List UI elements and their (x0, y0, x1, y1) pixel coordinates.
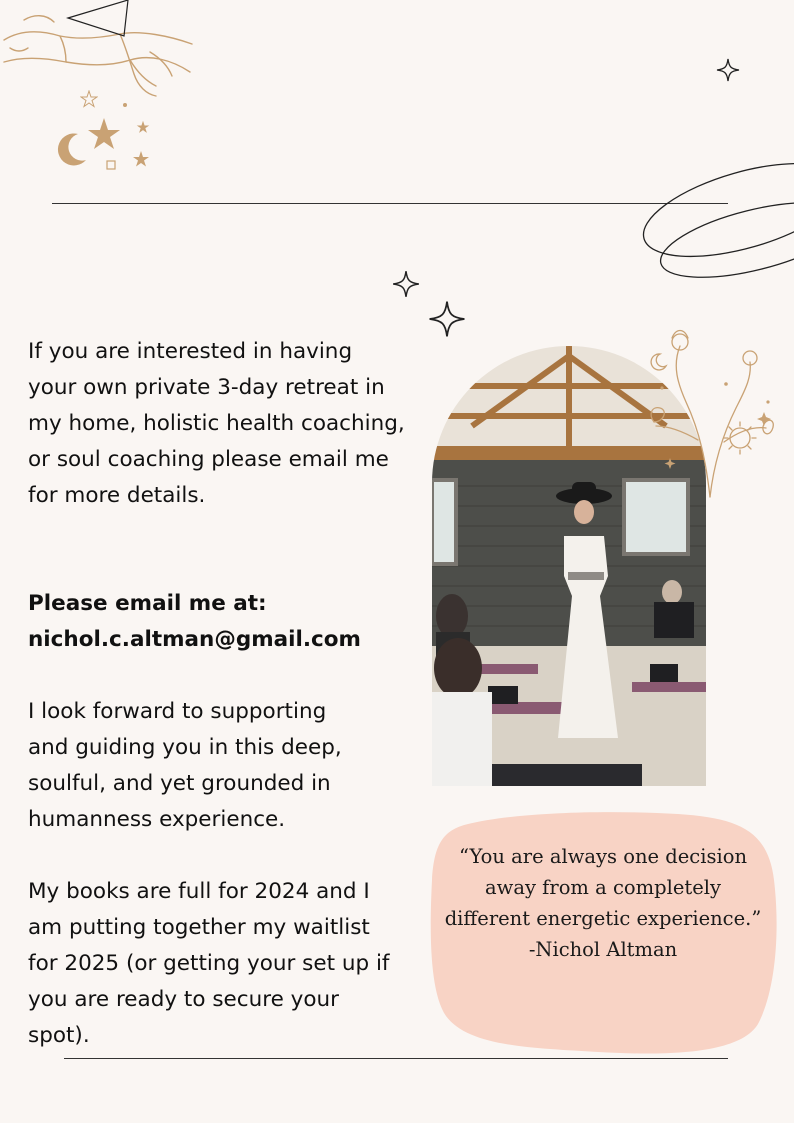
sparkle-icon (428, 300, 466, 338)
intro-paragraph: If you are interested in having your own private 3-day retreat in my home, holistic health coaching, or soul coaching please email me for more details. (28, 339, 405, 508)
quote-text: “You are always one decision away from a completely different energetic experience.” (444, 845, 762, 930)
small-star-icon (136, 120, 150, 134)
books-paragraph: My books are full for 2024 and I am putting together my waitlist for 2025 (or getting your set up if you are ready to secure your spot). (28, 879, 390, 1048)
star-icon (86, 116, 122, 152)
email-link[interactable]: nichol.c.altman@gmail.com (28, 627, 361, 652)
small-star-icon (132, 150, 150, 168)
email-label: Please email me at: (28, 591, 267, 616)
sparkle-icon (716, 58, 740, 82)
dot-icon (104, 158, 118, 172)
bottom-divider (64, 1058, 728, 1059)
support-paragraph: I look forward to supporting and guiding you in this deep, soulful, and yet grounded in humanness experience. (28, 699, 342, 832)
quote-author: -Nichol Altman (528, 938, 678, 961)
sparkle-icon (392, 270, 420, 298)
hand-celestial-illustration (0, 0, 210, 180)
botanical-icon (640, 322, 780, 502)
outline-star-icon (80, 90, 98, 108)
dot-icon (120, 100, 130, 110)
quote-block (440, 841, 766, 965)
top-divider (52, 203, 728, 204)
ring-doodle-icon (634, 140, 794, 290)
